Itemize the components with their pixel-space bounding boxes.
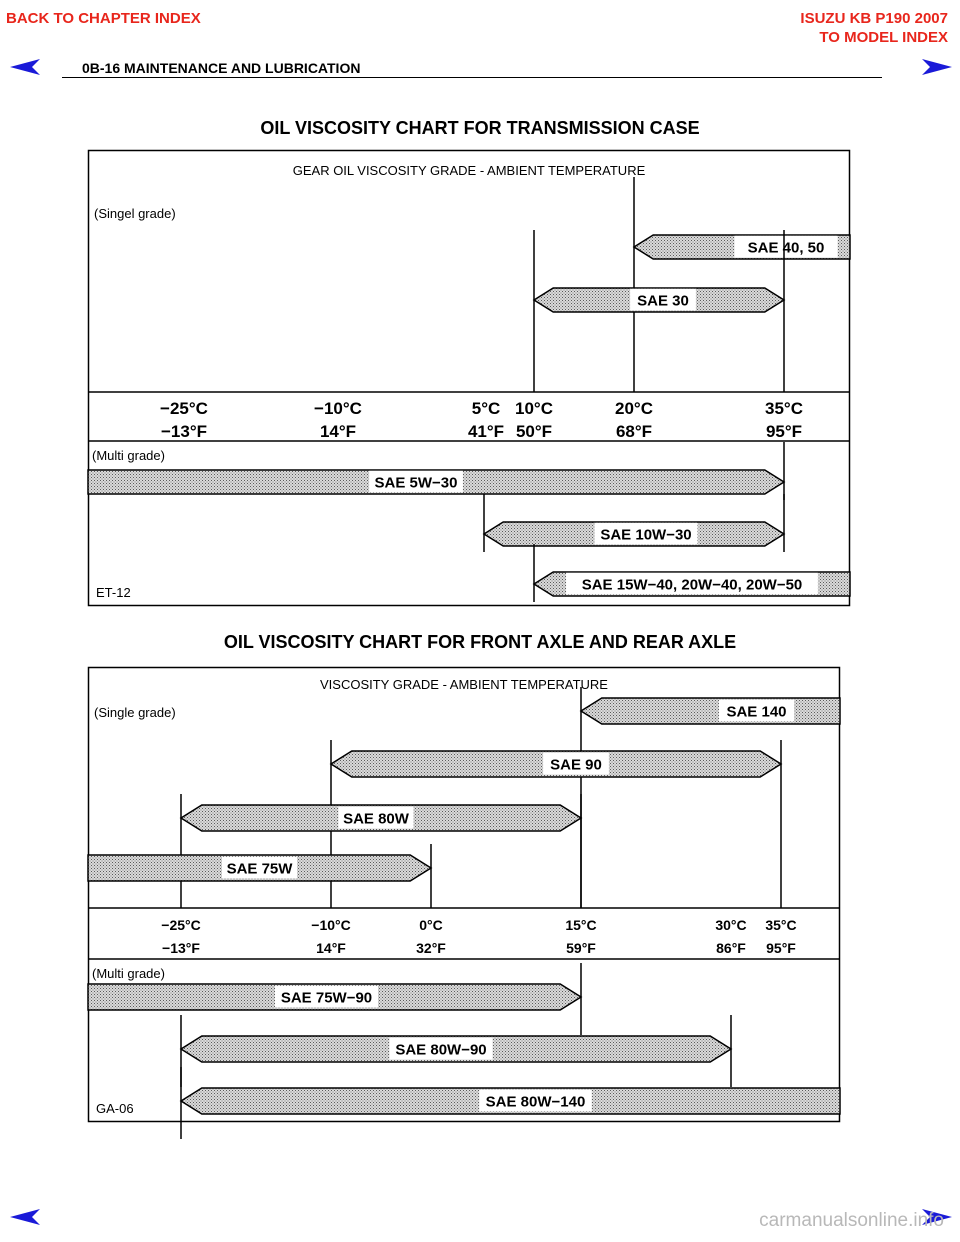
temp-celsius-label: −25°C: [161, 917, 201, 933]
temp-fahrenheit-label: 95°F: [766, 940, 796, 956]
grade-label: SAE 80W−90: [395, 1041, 487, 1059]
temp-fahrenheit-label: −13°F: [162, 940, 200, 956]
grade-label: SAE 5W−30: [374, 474, 458, 492]
chart2-title: OIL VISCOSITY CHART FOR FRONT AXLE AND REAR AXLE: [223, 632, 737, 652]
temp-celsius-label: 15°C: [565, 917, 597, 933]
temp-fahrenheit-label: −13°F: [160, 422, 208, 441]
temp-fahrenheit-label: 50°F: [515, 422, 553, 441]
temp-fahrenheit-label: 68°F: [615, 422, 653, 441]
temp-fahrenheit-label: 95°F: [765, 422, 803, 441]
figure-code: ET-12: [96, 585, 131, 600]
temp-celsius-label: 20°C: [615, 399, 653, 418]
grade-label: SAE 80W: [343, 810, 409, 828]
model-name-link[interactable]: ISUZU KB P190 2007: [800, 10, 948, 27]
prev-page-arrow-icon[interactable]: [8, 58, 42, 76]
temp-celsius-label: 35°C: [765, 917, 797, 933]
temp-celsius-label: −25°C: [160, 399, 208, 418]
temp-celsius-label: 35°C: [765, 399, 803, 418]
grade-label: SAE 80W−140: [485, 1093, 586, 1111]
grade-label: SAE 30: [637, 292, 689, 310]
temp-celsius-label: −10°C: [311, 917, 351, 933]
single-grade-label: (Singel grade): [94, 206, 176, 221]
prev-page-arrow-bottom-icon[interactable]: [8, 1208, 42, 1226]
single-grade-label: (Single grade): [94, 705, 176, 720]
temp-celsius-label: 0°C: [419, 917, 443, 933]
to-model-index-link[interactable]: TO MODEL INDEX: [819, 29, 948, 46]
page-header-title: 0B-16 MAINTENANCE AND LUBRICATION: [82, 60, 361, 76]
temp-fahrenheit-label: 41°F: [467, 422, 505, 441]
temp-fahrenheit-label: 14°F: [319, 422, 357, 441]
figure-code: GA-06: [96, 1101, 134, 1116]
grade-label: SAE 40, 50: [747, 239, 825, 257]
multi-grade-label: (Multi grade): [92, 448, 165, 463]
back-to-chapter-index-link[interactable]: BACK TO CHAPTER INDEX: [6, 10, 201, 27]
grade-label: SAE 75W−90: [280, 989, 373, 1007]
next-page-arrow-icon[interactable]: [920, 58, 954, 76]
header-divider: [62, 77, 882, 78]
temp-celsius-label: 30°C: [715, 917, 747, 933]
transmission-viscosity-chart: [88, 150, 850, 606]
grade-label: SAE 15W−40, 20W−40, 20W−50: [581, 576, 803, 594]
grade-label: SAE 140: [726, 703, 787, 721]
watermark: carmanualsonline.info: [759, 1210, 944, 1231]
temp-fahrenheit-label: 86°F: [716, 940, 746, 956]
axle-viscosity-chart: [88, 667, 840, 1122]
temp-fahrenheit-label: 14°F: [316, 940, 346, 956]
temp-celsius-label: 5°C: [471, 399, 501, 418]
temp-fahrenheit-label: 32°F: [416, 940, 446, 956]
grade-range-arrow: [581, 698, 840, 724]
temp-celsius-label: −10°C: [314, 399, 362, 418]
chart-subtitle: VISCOSITY GRADE - AMBIENT TEMPERATURE: [320, 677, 608, 692]
temp-celsius-label: 10°C: [515, 399, 553, 418]
grade-label: SAE 90: [550, 756, 602, 774]
temp-fahrenheit-label: 59°F: [566, 940, 596, 956]
multi-grade-label: (Multi grade): [92, 966, 165, 981]
grade-label: SAE 75W: [226, 860, 293, 878]
grade-label: SAE 10W−30: [600, 526, 692, 544]
chart1-title: OIL VISCOSITY CHART FOR TRANSMISSION CASE: [260, 118, 700, 138]
chart-subtitle: GEAR OIL VISCOSITY GRADE - AMBIENT TEMPERATURE: [292, 163, 646, 178]
